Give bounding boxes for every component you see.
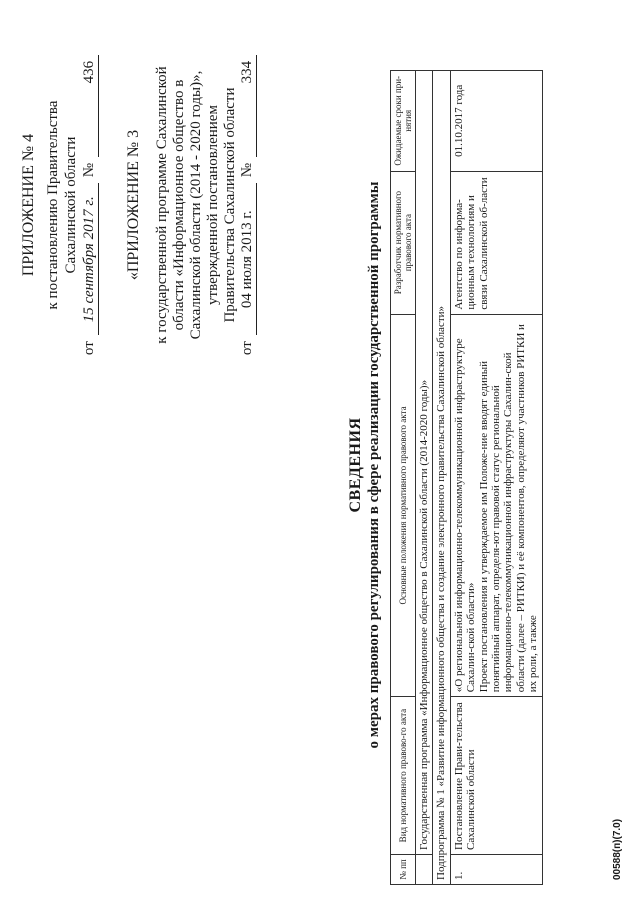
appendix-4-title: ПРИЛОЖЕНИЕ № 4 <box>20 133 37 277</box>
measures-table <box>390 70 543 885</box>
document-heading <box>347 85 383 845</box>
subprogram-row <box>433 71 450 885</box>
row-1-main-title: «О региональной информационно-телекоммуникационной инфраструктуре Сахалин-ской области» <box>452 338 478 693</box>
appendix-3-date: 04 июля 2013 г. <box>239 183 257 335</box>
appendix-4-from-label: от <box>81 341 97 356</box>
program-row-num <box>416 854 433 884</box>
program-row <box>416 71 433 885</box>
appendix-3-line-3: Сахалинской области (2014 - 2020 годы)», <box>188 70 204 340</box>
row-1-main <box>450 314 542 697</box>
appendix-3-number-label: № <box>239 162 255 178</box>
appendix-4-date: 15 сентября 2017 г. <box>80 183 99 335</box>
heading-subtitle: о мерах правового регулирования в сфере реализации государственной программы <box>366 181 382 749</box>
row-1-type: Постановление Прави-тельства Сахалинской области <box>450 697 542 855</box>
subprogram-row-text: Подпрограмма № 1 «Развитие информационного общества и создание электронного правительства Сахалинской области» <box>433 71 450 885</box>
appendix-3-line-5: Правительства Сахалинской области <box>222 87 238 323</box>
header-date: Ожидаемые сроки при-нятия <box>391 71 416 172</box>
appendix-3-title: «ПРИЛОЖЕНИЕ № 3 <box>125 129 142 281</box>
header-num: № пп <box>391 854 416 884</box>
heading-title: СВЕДЕНИЯ <box>347 417 364 513</box>
appendix-3-number: 334 <box>239 55 257 157</box>
row-1-main-body: Проект постановления и утверждаемое им Положе-ние вводят единый понятийный аппарат, определя-ют правовой статус региональной информационно-телекоммуникационной инфраструктуры Сахалин-ской области (далее – РИТКИ) и её компонентов, определяют участников РИТКИ и их роли, а также <box>477 324 540 693</box>
row-1-developer: Агентство по информа-ционным технологиям и связи Сахалинской об-ласти <box>450 171 542 314</box>
appendix-3-date-line <box>239 40 257 370</box>
appendix-4-line-2: Сахалинской области <box>63 136 79 274</box>
row-1-date: 01.10.2017 года <box>450 71 542 172</box>
appendix-4-number: 436 <box>80 55 99 157</box>
appendix-3-line-4: утвержденной постановлением <box>205 105 221 305</box>
header-type: Вид нормативного правово-го акта <box>391 697 416 855</box>
table-header-row <box>391 71 416 885</box>
row-1-num: 1. <box>450 854 542 884</box>
document-code: 00588(п)(7.0) <box>612 818 623 880</box>
appendix-4-number-label: № <box>81 162 97 178</box>
appendix-3-from-label: от <box>239 341 255 356</box>
header-developer: Разработчик нормативного правового акта <box>391 171 416 314</box>
table-row <box>450 71 542 885</box>
program-row-text: Государственная программа «Информационное общество в Сахалинской области (2014-2020 годы)» <box>416 71 433 855</box>
header-main: Основные положения нормативного правового акта <box>391 314 416 697</box>
appendix-4-line-1: к постановлению Правительства <box>45 100 61 310</box>
appendix-3-line-2: области «Информационное общество в <box>171 79 187 331</box>
appendix-3-line-1: к государственной программе Сахалинской <box>154 66 170 344</box>
appendix-4-block <box>20 40 99 370</box>
appendix-4-date-line <box>80 40 99 370</box>
appendix-3-block <box>125 40 257 370</box>
